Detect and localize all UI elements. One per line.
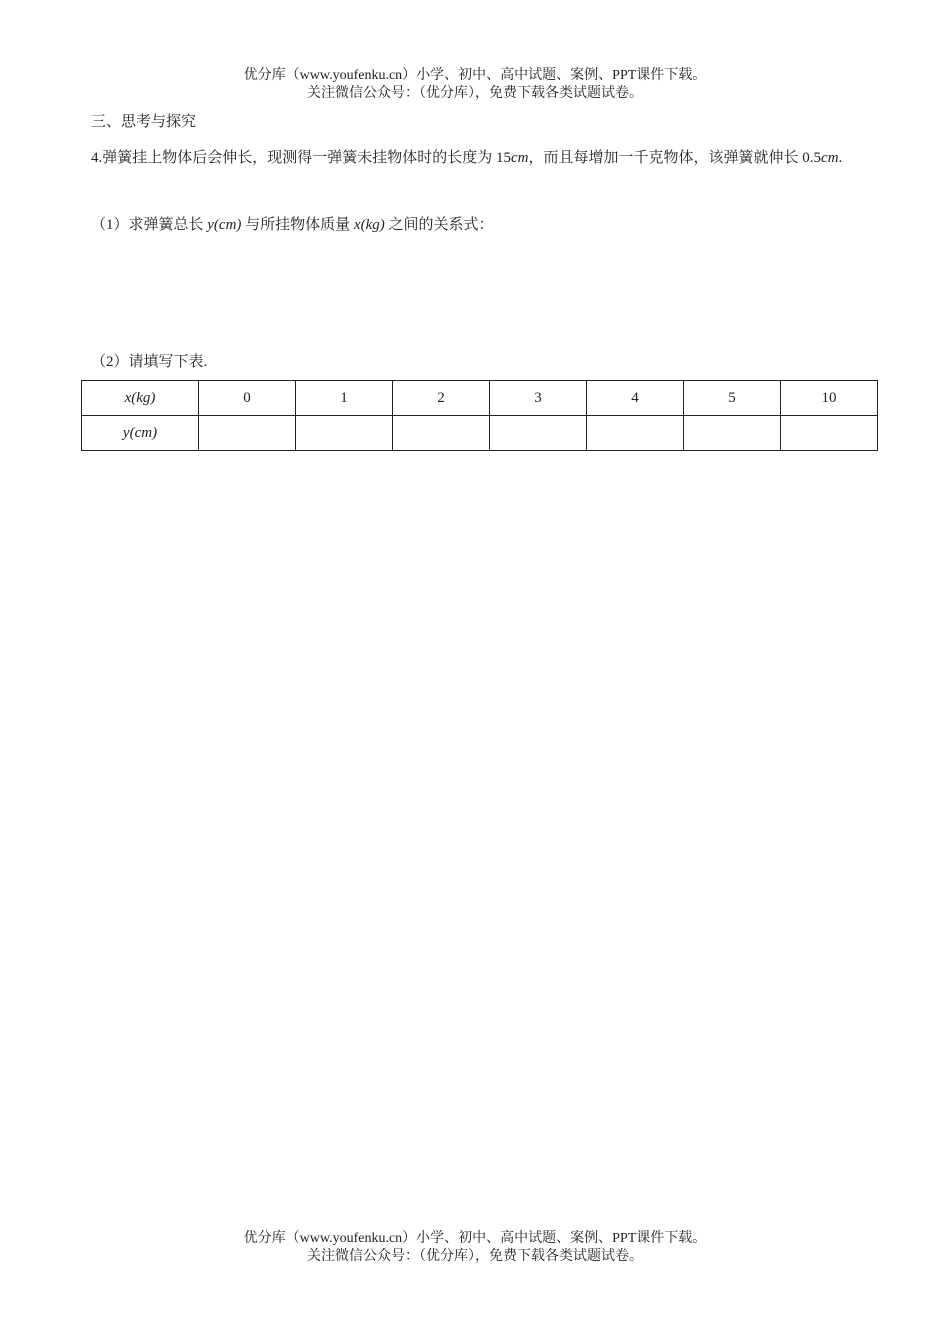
header-line-1: 优分库（www.youfenku.cn）小学、初中、高中试题、案例、PPT课件下载。 bbox=[243, 68, 707, 83]
footer-line-1: 优分库（www.youfenku.cn）小学、初中、高中试题、案例、PPT课件下载。 bbox=[243, 1231, 707, 1246]
table-cell-x: 3 bbox=[490, 381, 587, 416]
y-variable: y(cm) bbox=[207, 217, 242, 233]
table-row-y bbox=[82, 416, 878, 451]
table-cell-x: 5 bbox=[684, 381, 781, 416]
question-2: （2）请填写下表. bbox=[91, 354, 208, 370]
problem-statement bbox=[91, 140, 861, 177]
table-cell-y[interactable] bbox=[781, 416, 878, 451]
problem-text-b: ，而且每增加一千克物体，该弹簧就伸长 0.5 bbox=[528, 150, 822, 166]
table-cell-y[interactable] bbox=[490, 416, 587, 451]
table-cell-y[interactable] bbox=[199, 416, 296, 451]
table-header-y: y(cm) bbox=[82, 416, 199, 451]
problem-text-a: 4.弹簧挂上物体后会伸长，现测得一弹簧未挂物体时的长度为 15 bbox=[91, 150, 512, 166]
section-heading: 三、思考与探究 bbox=[91, 114, 197, 130]
table-cell-y[interactable] bbox=[587, 416, 684, 451]
header-line-2: 关注微信公众号：（优分库），免费下载各类试题试卷。 bbox=[307, 86, 643, 101]
table-cell-x: 10 bbox=[781, 381, 878, 416]
table-cell-x: 0 bbox=[199, 381, 296, 416]
table-cell-x: 4 bbox=[587, 381, 684, 416]
question-1-prefix: （1）求弹簧总长 bbox=[91, 217, 208, 233]
fill-in-table bbox=[81, 380, 878, 451]
table-cell-x: 1 bbox=[296, 381, 393, 416]
unit-cm-a: cm bbox=[511, 150, 529, 166]
footer-line-2: 关注微信公众号：（优分库），免费下载各类试题试卷。 bbox=[307, 1249, 643, 1264]
question-1-middle: 与所挂物体质量 bbox=[241, 217, 354, 233]
page-footer bbox=[0, 1230, 950, 1266]
unit-cm-b: cm bbox=[821, 150, 839, 166]
table-cell-x: 2 bbox=[393, 381, 490, 416]
table-header-x: x(kg) bbox=[82, 381, 199, 416]
table-cell-y[interactable] bbox=[393, 416, 490, 451]
table-cell-y[interactable] bbox=[684, 416, 781, 451]
page-header bbox=[0, 67, 950, 103]
problem-text-c: . bbox=[838, 150, 843, 166]
table-row-x bbox=[82, 381, 878, 416]
table-cell-y[interactable] bbox=[296, 416, 393, 451]
question-1-suffix: 之间的关系式： bbox=[384, 217, 494, 233]
x-variable: x(kg) bbox=[353, 217, 385, 233]
question-1 bbox=[91, 213, 494, 234]
